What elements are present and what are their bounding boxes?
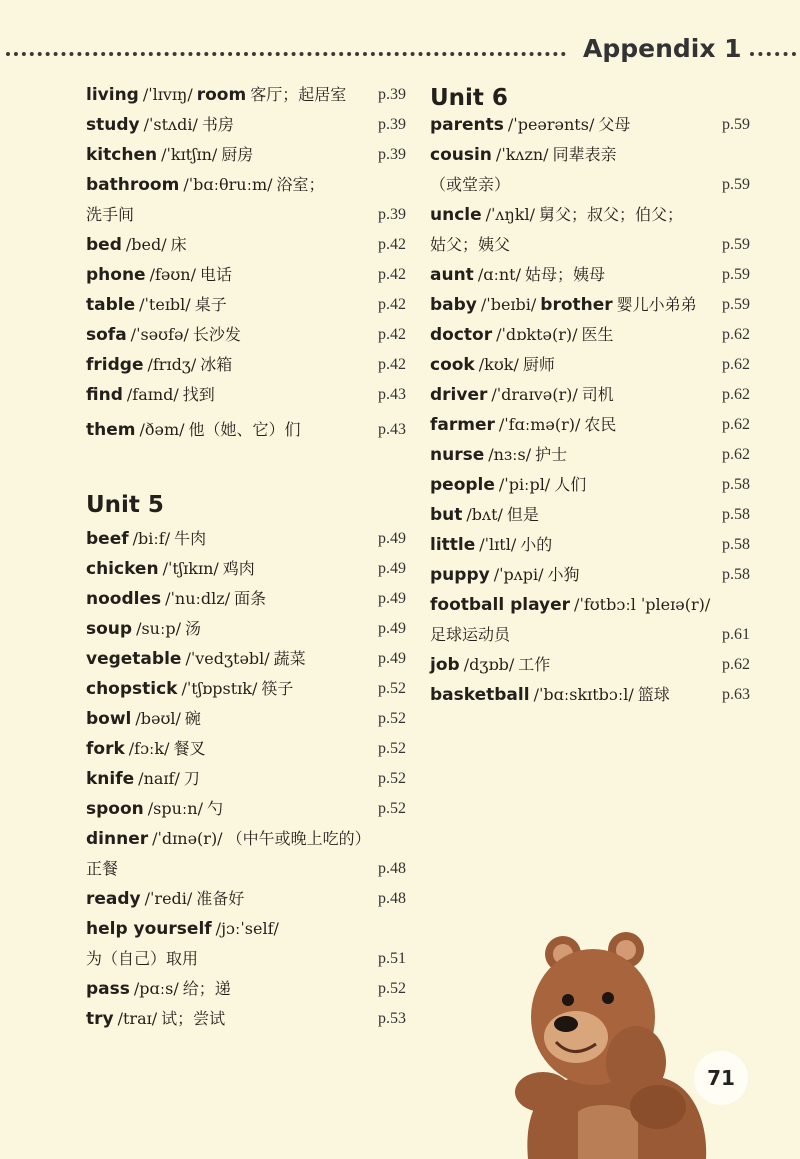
vocab-word: cook: [430, 355, 475, 375]
vocab-translation: 小狗: [547, 565, 580, 584]
vocab-entry: [430, 170, 750, 200]
vocab-phonetic: /ˈpeərənts/: [507, 115, 595, 134]
vocab-phonetic: /ˈdɪnə(r)/: [152, 829, 223, 848]
vocab-list-a: [86, 80, 406, 450]
vocab-translation: 篮球: [637, 685, 670, 704]
vocab-entry: [86, 260, 406, 290]
vocab-word: table: [86, 295, 136, 315]
vocab-word-second: room: [196, 85, 247, 105]
vocab-entry: [86, 554, 406, 584]
vocab-translation: 足球运动员: [430, 625, 511, 644]
vocab-phonetic: /ˈbɑːskɪtbɔːl/: [533, 685, 634, 704]
vocab-entry: [86, 170, 406, 200]
vocab-entry: [86, 410, 406, 450]
vocab-translation: 父母: [598, 115, 631, 134]
vocab-translation: 医生: [581, 325, 614, 344]
vocab-entry: [430, 650, 750, 680]
vocab-phonetic: /ˈʌŋkl/: [485, 205, 535, 224]
vocab-page-ref: p.59: [722, 266, 750, 283]
vocab-entry: [86, 584, 406, 614]
vocab-translation: 筷子: [261, 679, 294, 698]
vocab-translation: 姑父；姨父: [430, 235, 511, 254]
vocab-phonetic: /ˈdraɪvə(r)/: [491, 385, 578, 404]
unit-6-heading: Unit 6: [430, 85, 508, 111]
vocab-word: but: [430, 505, 463, 525]
vocab-phonetic: /ˈpʌpi/: [493, 565, 544, 584]
vocab-page-ref: p.59: [722, 296, 750, 313]
vocab-translation: 人们: [554, 475, 587, 494]
vocab-entry: [86, 734, 406, 764]
vocab-entry: [430, 620, 750, 650]
vocab-word: beef: [86, 529, 129, 549]
vocab-page-ref: p.39: [378, 116, 406, 133]
vocab-entry: [430, 110, 750, 140]
vocab-entry: [86, 854, 406, 884]
vocab-entry: [86, 884, 406, 914]
vocab-page-ref: p.42: [378, 266, 406, 283]
page-number: 71: [694, 1051, 748, 1105]
vocab-translation: （中午或晚上吃的）: [226, 829, 371, 848]
vocab-phonetic: /ˈpiːpl/: [498, 475, 551, 494]
vocab-entry: [86, 794, 406, 824]
vocab-entry: [86, 380, 406, 410]
vocab-list-unit-5: [86, 524, 406, 1034]
vocab-translation: 姑母；姨母: [524, 265, 605, 284]
vocab-word: phone: [86, 265, 146, 285]
appendix-title: Appendix 1: [583, 34, 742, 63]
vocab-translation: 浴室；: [276, 175, 325, 194]
vocab-entry: [430, 680, 750, 710]
vocab-page-ref: p.62: [722, 416, 750, 433]
vocab-entry: [86, 80, 406, 110]
vocab-translation: 碗: [184, 709, 201, 728]
vocab-page-ref: p.58: [722, 566, 750, 583]
vocab-word: aunt: [430, 265, 474, 285]
vocab-phonetic: /bəʊl/: [135, 709, 181, 728]
vocab-entry: [430, 140, 750, 170]
vocab-word: nurse: [430, 445, 485, 465]
vocab-page-ref: p.42: [378, 296, 406, 313]
vocab-entry: [86, 320, 406, 350]
vocab-entry: [430, 200, 750, 230]
vocab-page-ref: p.58: [722, 476, 750, 493]
vocab-word: parents: [430, 115, 504, 135]
vocab-word: uncle: [430, 205, 482, 225]
vocab-entry: [86, 614, 406, 644]
vocab-page-ref: p.58: [722, 506, 750, 523]
vocab-translation: 书房: [201, 115, 234, 134]
vocab-entry: [430, 380, 750, 410]
vocab-phonetic: /kʊk/: [478, 355, 519, 374]
left-column: [86, 80, 406, 1034]
vocab-page-ref: p.52: [378, 680, 406, 697]
vocab-translation: 刀: [183, 769, 200, 788]
vocab-entry: [86, 140, 406, 170]
vocab-word-second: brother: [540, 295, 613, 315]
vocab-translation: 农民: [584, 415, 617, 434]
vocab-page-ref: p.52: [378, 740, 406, 757]
vocab-phonetic: /ˈbeɪbi/: [480, 295, 537, 314]
vocab-translation: 长沙发: [192, 325, 241, 344]
vocab-entry: [86, 674, 406, 704]
vocab-word: bowl: [86, 709, 132, 729]
vocab-word: pass: [86, 979, 130, 999]
vocab-entry: [430, 470, 750, 500]
vocab-page-ref: p.59: [722, 176, 750, 193]
vocab-phonetic: /naɪf/: [138, 769, 180, 788]
vocab-entry: [430, 320, 750, 350]
vocab-phonetic: /bed/: [125, 235, 167, 254]
vocab-translation: 准备好: [196, 889, 245, 908]
vocab-phonetic: /ɑːnt/: [477, 265, 521, 284]
vocab-phonetic: /traɪ/: [117, 1009, 158, 1028]
vocab-phonetic: /ˈsəʊfə/: [130, 325, 189, 344]
vocab-page-ref: p.42: [378, 326, 406, 343]
vocab-word: spoon: [86, 799, 144, 819]
vocab-word: living: [86, 85, 139, 105]
vocab-translation: 蔬菜: [273, 649, 306, 668]
vocab-phonetic: /fɔːk/: [128, 739, 170, 758]
vocab-phonetic: /ˈdɒktə(r)/: [496, 325, 578, 344]
vocab-translation: 但是: [506, 505, 539, 524]
vocab-translation: 婴儿小弟弟: [616, 295, 697, 314]
vocab-page-ref: p.49: [378, 590, 406, 607]
vocab-page-ref: p.52: [378, 800, 406, 817]
vocab-translation: 电话: [200, 265, 233, 284]
vocab-phonetic: /biːf/: [132, 529, 171, 548]
vocab-phonetic: /ˈkɪtʃɪn/: [161, 145, 218, 164]
header-dotted-rule-right: [750, 52, 796, 56]
vocab-entry: [86, 644, 406, 674]
vocab-word: people: [430, 475, 495, 495]
vocab-entry: [86, 350, 406, 380]
vocab-word: them: [86, 420, 136, 440]
vocab-entry: [430, 350, 750, 380]
vocab-phonetic: /pɑːs/: [133, 979, 179, 998]
vocab-translation: 厨房: [221, 145, 254, 164]
vocab-translation: 勺: [206, 799, 223, 818]
vocab-phonetic: /ˈstʌdi/: [143, 115, 198, 134]
vocab-phonetic: /ˈtʃɪkɪn/: [162, 559, 219, 578]
vocab-entry: [430, 440, 750, 470]
vocab-phonetic: /nɜːs/: [488, 445, 532, 464]
vocab-page-ref: p.62: [722, 446, 750, 463]
vocab-page-ref: p.49: [378, 560, 406, 577]
vocab-phonetic: /ˈfʊtbɔːl ˈpleɪə(r)/: [574, 595, 711, 614]
vocab-page-ref: p.62: [722, 326, 750, 343]
vocab-phonetic: /spuːn/: [147, 799, 203, 818]
vocab-translation: 厨师: [522, 355, 555, 374]
vocab-entry: [86, 1004, 406, 1034]
vocab-entry: [86, 974, 406, 1004]
vocab-word: puppy: [430, 565, 490, 585]
vocab-word: chopstick: [86, 679, 178, 699]
vocab-translation: 护士: [535, 445, 568, 464]
vocab-word: baby: [430, 295, 477, 315]
vocab-word: job: [430, 655, 460, 675]
vocab-word: dinner: [86, 829, 149, 849]
vocab-phonetic: /ˈredi/: [144, 889, 193, 908]
vocab-page-ref: p.43: [378, 421, 406, 438]
vocab-page-ref: p.62: [722, 386, 750, 403]
vocab-phonetic: /fəʊn/: [149, 265, 196, 284]
vocab-translation: 工作: [518, 655, 551, 674]
vocab-entry: [86, 230, 406, 260]
vocab-entry: [430, 560, 750, 590]
vocab-word: fork: [86, 739, 125, 759]
vocab-translation: 试；尝试: [161, 1009, 226, 1028]
vocab-translation: 他（她、它）们: [188, 420, 301, 439]
vocab-phonetic: /ˈbɑːθruːm/: [183, 175, 273, 194]
vocab-page-ref: p.52: [378, 980, 406, 997]
vocab-word: vegetable: [86, 649, 182, 669]
vocab-word: soup: [86, 619, 133, 639]
vocab-translation: 找到: [182, 385, 215, 404]
vocab-translation: 餐叉: [173, 739, 206, 758]
vocab-word: bed: [86, 235, 122, 255]
vocab-translation: 洗手间: [86, 205, 135, 224]
vocab-page-ref: p.39: [378, 206, 406, 223]
vocab-entry: [430, 530, 750, 560]
vocab-list-unit-6: [430, 110, 750, 710]
vocab-entry: [86, 944, 406, 974]
vocab-word: driver: [430, 385, 488, 405]
vocab-word: find: [86, 385, 123, 405]
vocab-entry: [86, 764, 406, 794]
vocab-word: try: [86, 1009, 114, 1029]
vocab-entry: [86, 524, 406, 554]
vocab-page-ref: p.59: [722, 116, 750, 133]
vocab-translation: 小的: [520, 535, 553, 554]
vocab-page-ref: p.62: [722, 356, 750, 373]
vocab-page-ref: p.39: [378, 146, 406, 163]
vocab-phonetic: /suːp/: [136, 619, 182, 638]
vocab-entry: [86, 824, 406, 854]
vocab-phonetic: /bʌt/: [466, 505, 503, 524]
vocab-entry: [86, 290, 406, 320]
vocab-phonetic: /ˈtʃɒpstɪk/: [181, 679, 258, 698]
vocab-entry: [86, 110, 406, 140]
right-column: [430, 80, 750, 710]
vocab-word: basketball: [430, 685, 530, 705]
vocab-translation: 牛肉: [174, 529, 207, 548]
vocab-translation: 汤: [185, 619, 202, 638]
vocab-page-ref: p.42: [378, 236, 406, 253]
vocab-page-ref: p.42: [378, 356, 406, 373]
vocab-word: farmer: [430, 415, 495, 435]
vocab-page-ref: p.49: [378, 650, 406, 667]
vocab-word: sofa: [86, 325, 127, 345]
bear-illustration: [508, 932, 708, 1159]
vocab-translation: 冰箱: [200, 355, 233, 374]
vocab-entry: [86, 914, 406, 944]
vocab-phonetic: /ˈkʌzn/: [495, 145, 549, 164]
vocab-entry: [86, 200, 406, 230]
vocab-page-ref: p.43: [378, 386, 406, 403]
vocab-page-ref: p.59: [722, 236, 750, 253]
vocab-entry: [430, 500, 750, 530]
vocab-translation: 面条: [234, 589, 267, 608]
vocab-entry: [430, 410, 750, 440]
vocab-word: little: [430, 535, 476, 555]
vocab-word: study: [86, 115, 140, 135]
vocab-word: bathroom: [86, 175, 180, 195]
vocab-word: football player: [430, 595, 571, 615]
vocab-phonetic: /ˈteɪbl/: [139, 295, 191, 314]
vocab-translation: 舅父；叔父；伯父；: [538, 205, 683, 224]
section-spacer: [86, 450, 406, 476]
vocab-word: noodles: [86, 589, 162, 609]
vocab-page-ref: p.52: [378, 770, 406, 787]
vocab-translation: 为（自己）取用: [86, 949, 199, 968]
vocab-translation: 司机: [581, 385, 614, 404]
vocab-phonetic: /faɪnd/: [126, 385, 179, 404]
vocab-translation: （或堂亲）: [430, 175, 511, 194]
vocab-phonetic: /ˈlɪvɪŋ/: [142, 85, 193, 104]
vocab-entry: [430, 260, 750, 290]
vocab-page-ref: p.49: [378, 530, 406, 547]
vocab-entry: [430, 290, 750, 320]
vocab-phonetic: /frɪdʒ/: [147, 355, 197, 374]
vocab-page-ref: p.52: [378, 710, 406, 727]
vocab-word: chicken: [86, 559, 159, 579]
vocab-phonetic: /jɔːˈself/: [215, 919, 279, 938]
page-header: [0, 28, 800, 68]
vocab-page-ref: p.63: [722, 686, 750, 703]
vocab-phonetic: /ˈlɪtl/: [479, 535, 517, 554]
vocab-phonetic: /ˈnuːdlz/: [165, 589, 231, 608]
vocab-translation: 正餐: [86, 859, 119, 878]
vocab-word: help yourself: [86, 919, 212, 939]
vocab-page-ref: p.62: [722, 656, 750, 673]
vocab-word: cousin: [430, 145, 492, 165]
vocab-page-ref: p.61: [722, 626, 750, 643]
vocab-translation: 客厅；起居室: [250, 85, 347, 104]
vocab-translation: 同辈表亲: [552, 145, 617, 164]
vocab-page-ref: p.39: [378, 86, 406, 103]
vocab-page-ref: p.48: [378, 890, 406, 907]
vocab-phonetic: /ðəm/: [139, 420, 185, 439]
vocab-page-ref: p.51: [378, 950, 406, 967]
vocab-word: fridge: [86, 355, 144, 375]
vocab-word: ready: [86, 889, 141, 909]
vocab-entry: [430, 230, 750, 260]
vocab-translation: 鸡肉: [222, 559, 255, 578]
vocab-translation: 给；递: [182, 979, 231, 998]
vocab-phonetic: /ˈfɑːmə(r)/: [498, 415, 581, 434]
vocab-word: doctor: [430, 325, 493, 345]
vocab-page-ref: p.49: [378, 620, 406, 637]
vocab-entry: [86, 704, 406, 734]
vocab-translation: 桌子: [194, 295, 227, 314]
vocab-phonetic: /ˈvedʒtəbl/: [185, 649, 270, 668]
vocab-page-ref: p.53: [378, 1010, 406, 1027]
vocab-entry: [430, 590, 750, 620]
vocab-phonetic: /dʒɒb/: [463, 655, 515, 674]
vocab-word: kitchen: [86, 145, 158, 165]
vocab-page-ref: p.58: [722, 536, 750, 553]
vocab-page-ref: p.48: [378, 860, 406, 877]
vocab-word: knife: [86, 769, 135, 789]
vocab-translation: 床: [170, 235, 187, 254]
header-dotted-rule-left: [6, 52, 566, 56]
unit-5-heading: Unit 5: [86, 492, 164, 518]
